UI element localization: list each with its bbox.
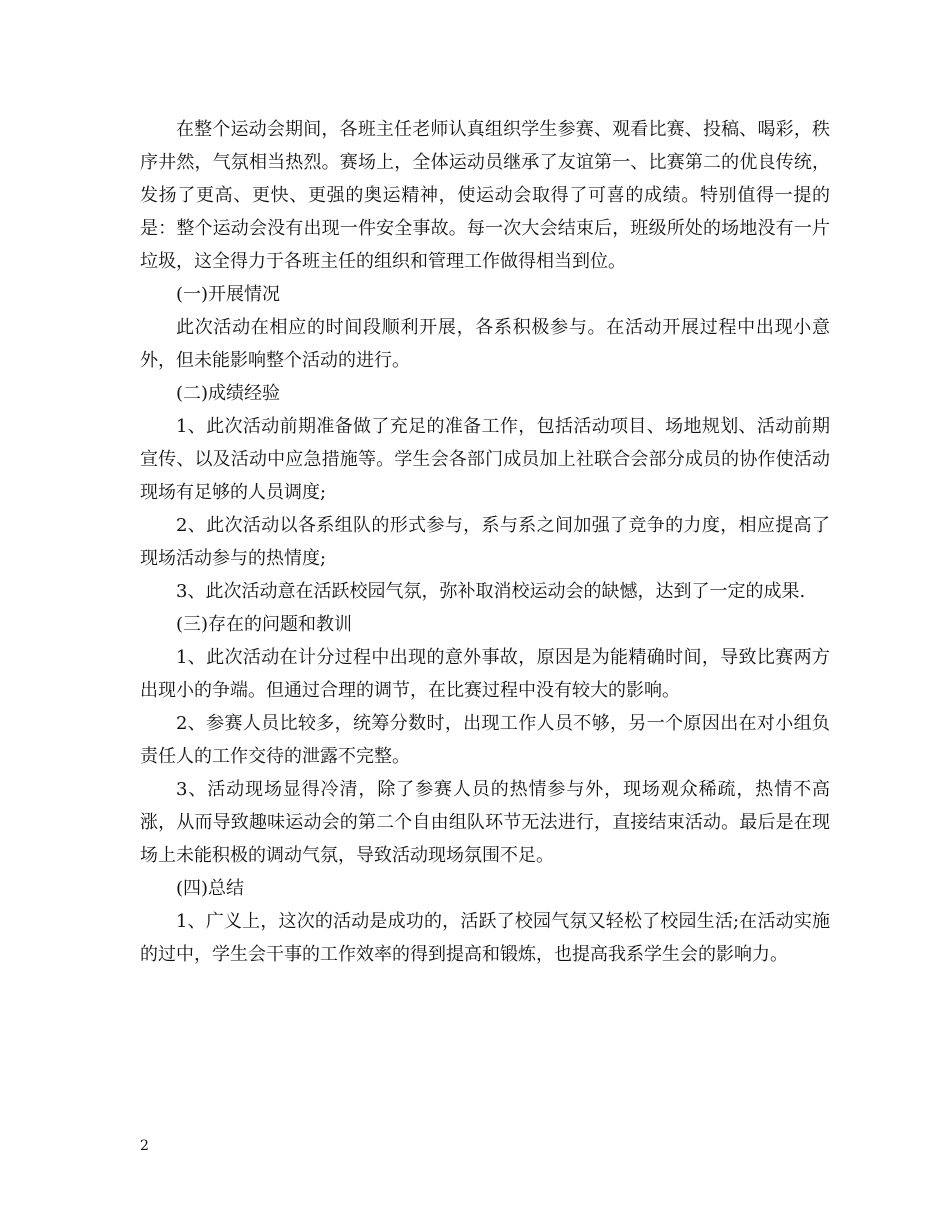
paragraph-intro: 在整个运动会期间，各班主任老师认真组织学生参赛、观看比赛、投稿、喝彩，秩序井然，气氛相当热烈。赛场上，全体运动员继承了友谊第一、比赛第二的优良传统，发扬了更高、更快、更强的奥运精神，使运动会取得了可喜的成绩。特别值得一提的是：整个运动会没有出现一件安全事故。每一次大会结束后，班级所处的场地没有一片垃圾，这全得力于各班主任的组织和管理工作做得相当到位。 [140, 119, 830, 272]
paragraph: 1、广义上，这次的活动是成功的，活跃了校园气氛又轻松了校园生活;在活动实施的过中，学生会干事的工作效率的得到提高和锻炼，也提高我系学生会的影响力。 [140, 911, 830, 965]
section-heading-1: (一)开展情况 [176, 284, 281, 305]
section-heading-4: (四)总结 [176, 878, 245, 899]
paragraph: 2、参赛人员比较多，统筹分数时，出现工作人员不够，另一个原因出在对小组负责任人的工作交待的泄露不完整。 [140, 713, 830, 767]
page-number: 2 [140, 1138, 149, 1154]
section-heading-2: (二)成绩经验 [176, 383, 281, 404]
paragraph: 3、此次活动意在活跃校园气氛，弥补取消校运动会的缺憾，达到了一定的成果. [176, 581, 806, 602]
paragraph: 1、此次活动前期准备做了充足的准备工作，包括活动项目、场地规划、活动前期宣传、以及活动中应急措施等。学生会各部门成员加上社联合会部分成员的协作使活动现场有足够的人员调度; [140, 416, 830, 503]
paragraph: 1、此次活动在计分过程中出现的意外事故，原因是为能精确时间，导致比赛两方出现小的争端。但通过合理的调节，在比赛过程中没有较大的影响。 [140, 647, 830, 701]
section-heading-3: (三)存在的问题和教训 [176, 614, 353, 635]
document-body [140, 113, 830, 971]
paragraph: 此次活动在相应的时间段顺利开展，各系积极参与。在活动开展过程中出现小意外，但未能影响整个活动的进行。 [140, 317, 830, 371]
paragraph: 2、此次活动以各系组队的形式参与，系与系之间加强了竞争的力度，相应提高了现场活动参与的热情度; [140, 515, 830, 569]
paragraph: 3、活动现场显得冷清，除了参赛人员的热情参与外，现场观众稀疏，热情不高涨，从而导致趣味运动会的第二个自由组队环节无法进行，直接结束活动。最后是在现场上未能积极的调动气氛，导致活动现场氛围不足。 [140, 779, 830, 866]
